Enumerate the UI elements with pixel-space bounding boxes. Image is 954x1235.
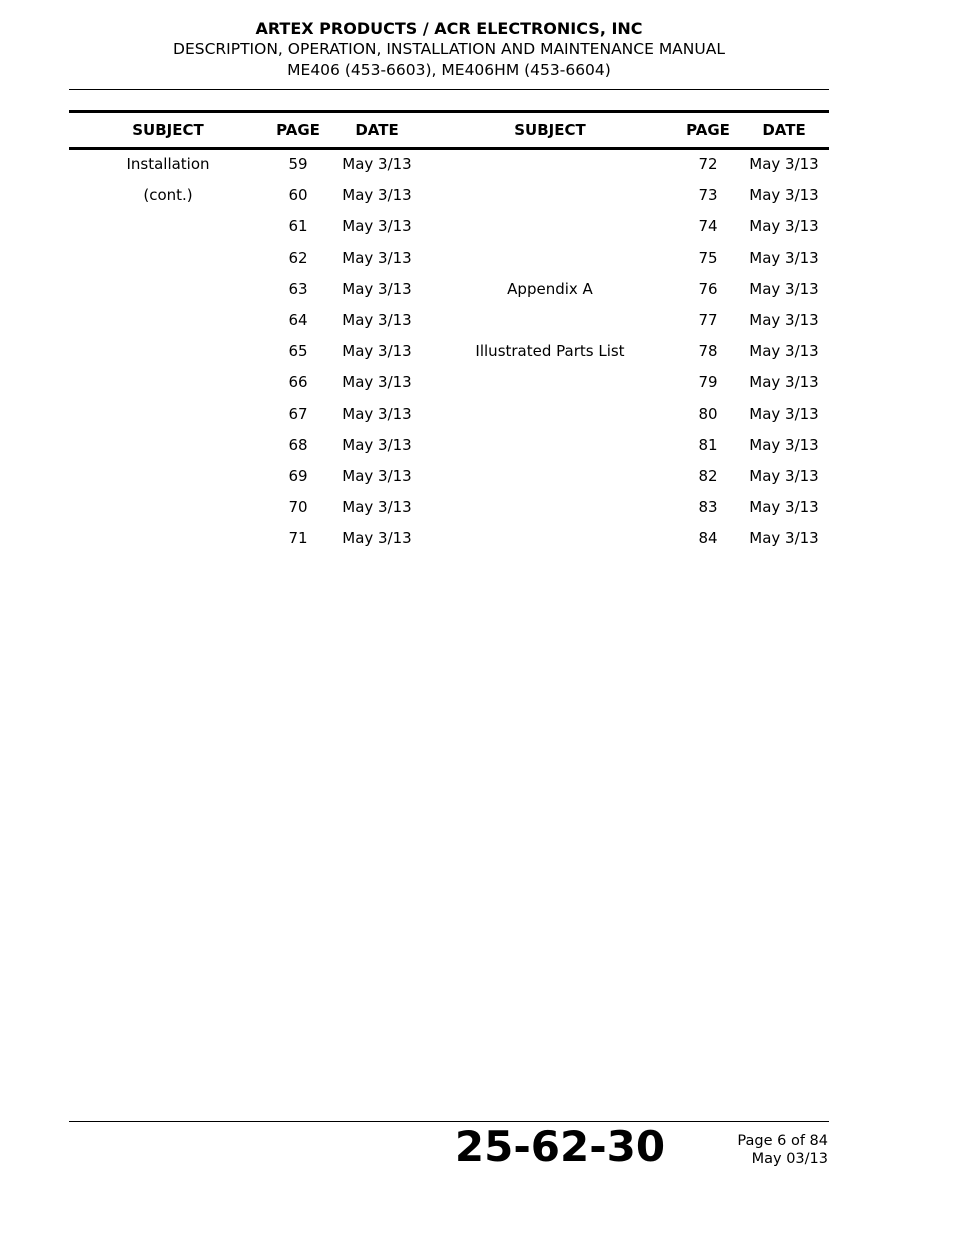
row-page-right: 82 (698, 467, 718, 485)
row-page-right: 80 (698, 404, 718, 423)
page-number: Page 6 of 84 (737, 1133, 828, 1149)
row-date-right: May 3/13 (749, 373, 819, 392)
row-date-left: May 3/13 (342, 217, 412, 236)
row-date-left: May 3/13 (342, 498, 412, 517)
page-header (0, 18, 898, 81)
footer-divider (69, 1121, 829, 1122)
row-date-left: May 3/13 (342, 248, 412, 267)
model-numbers: ME406 (453-6603), ME406HM (453-6604) (287, 61, 611, 79)
row-page-right: 77 (698, 311, 718, 329)
row-page-left: 60 (288, 186, 308, 205)
row-page-left: 66 (288, 373, 308, 392)
revision-date: May 03/13 (751, 1151, 828, 1167)
row-date-right: May 3/13 (749, 467, 819, 485)
row-page-right: 84 (698, 529, 718, 548)
row-date-right: May 3/13 (749, 435, 819, 454)
footer-page-info (700, 1132, 828, 1168)
row-date-right: May 3/13 (749, 186, 819, 205)
row-date-right: May 3/13 (749, 311, 819, 329)
row-date-left: May 3/13 (342, 373, 412, 392)
header-divider (69, 89, 829, 90)
company-name: ARTEX PRODUCTS / ACR ELECTRONICS, INC (255, 19, 643, 38)
row-date-right: May 3/13 (749, 498, 819, 517)
row-date-left: May 3/13 (342, 467, 412, 485)
row-page-right: 72 (698, 155, 718, 173)
row-date-right: May 3/13 (749, 248, 819, 267)
row-page-left: 65 (288, 342, 308, 361)
row-page-right: 74 (698, 217, 718, 236)
row-page-left: 64 (288, 311, 308, 329)
row-page-right: 78 (698, 342, 718, 361)
table-header-rule (69, 147, 829, 150)
row-date-left: May 3/13 (342, 279, 412, 298)
row-page-left: 62 (288, 248, 308, 267)
row-date-left: May 3/13 (342, 435, 412, 454)
row-date-left: May 3/13 (342, 155, 412, 173)
row-date-left: May 3/13 (342, 404, 412, 423)
row-page-left: 67 (288, 404, 308, 423)
row-date-right: May 3/13 (749, 279, 819, 298)
column-header-page-left: PAGE (276, 121, 320, 139)
row-date-right: May 3/13 (749, 217, 819, 236)
row-date-right: May 3/13 (749, 342, 819, 361)
document-number: 25-62-30 (454, 1122, 666, 1171)
row-page-right: 73 (698, 186, 718, 205)
row-date-left: May 3/13 (342, 186, 412, 205)
row-date-left: May 3/13 (342, 342, 412, 361)
column-header-date-right: DATE (762, 121, 806, 139)
row-date-right: May 3/13 (749, 404, 819, 423)
row-page-left: 63 (288, 279, 308, 298)
manual-title: DESCRIPTION, OPERATION, INSTALLATION AND MAINTENANCE MANUAL (173, 40, 725, 58)
row-page-right: 83 (698, 498, 718, 517)
row-date-left: May 3/13 (342, 529, 412, 548)
row-page-right: 79 (698, 373, 718, 392)
column-header-date-left: DATE (355, 121, 399, 139)
row-date-left: May 3/13 (342, 311, 412, 329)
row-page-right: 75 (698, 248, 718, 267)
row-subject-left: Installation (126, 155, 210, 173)
table-top-rule (69, 110, 829, 113)
column-header-subject-left: SUBJECT (132, 121, 204, 139)
row-page-left: 61 (288, 217, 308, 236)
row-subject-right: Appendix A (507, 279, 593, 298)
row-page-right: 76 (698, 279, 718, 298)
row-subject-right: Illustrated Parts List (475, 342, 625, 361)
row-page-left: 69 (288, 467, 308, 485)
row-page-left: 71 (288, 529, 308, 548)
column-header-page-right: PAGE (686, 121, 730, 139)
row-page-left: 70 (288, 498, 308, 517)
row-date-right: May 3/13 (749, 529, 819, 548)
row-page-left: 68 (288, 435, 308, 454)
row-page-left: 59 (288, 155, 308, 173)
row-page-right: 81 (698, 435, 718, 454)
row-date-right: May 3/13 (749, 155, 819, 173)
column-header-subject-right: SUBJECT (514, 121, 586, 139)
row-subject-left: (cont.) (143, 186, 193, 205)
